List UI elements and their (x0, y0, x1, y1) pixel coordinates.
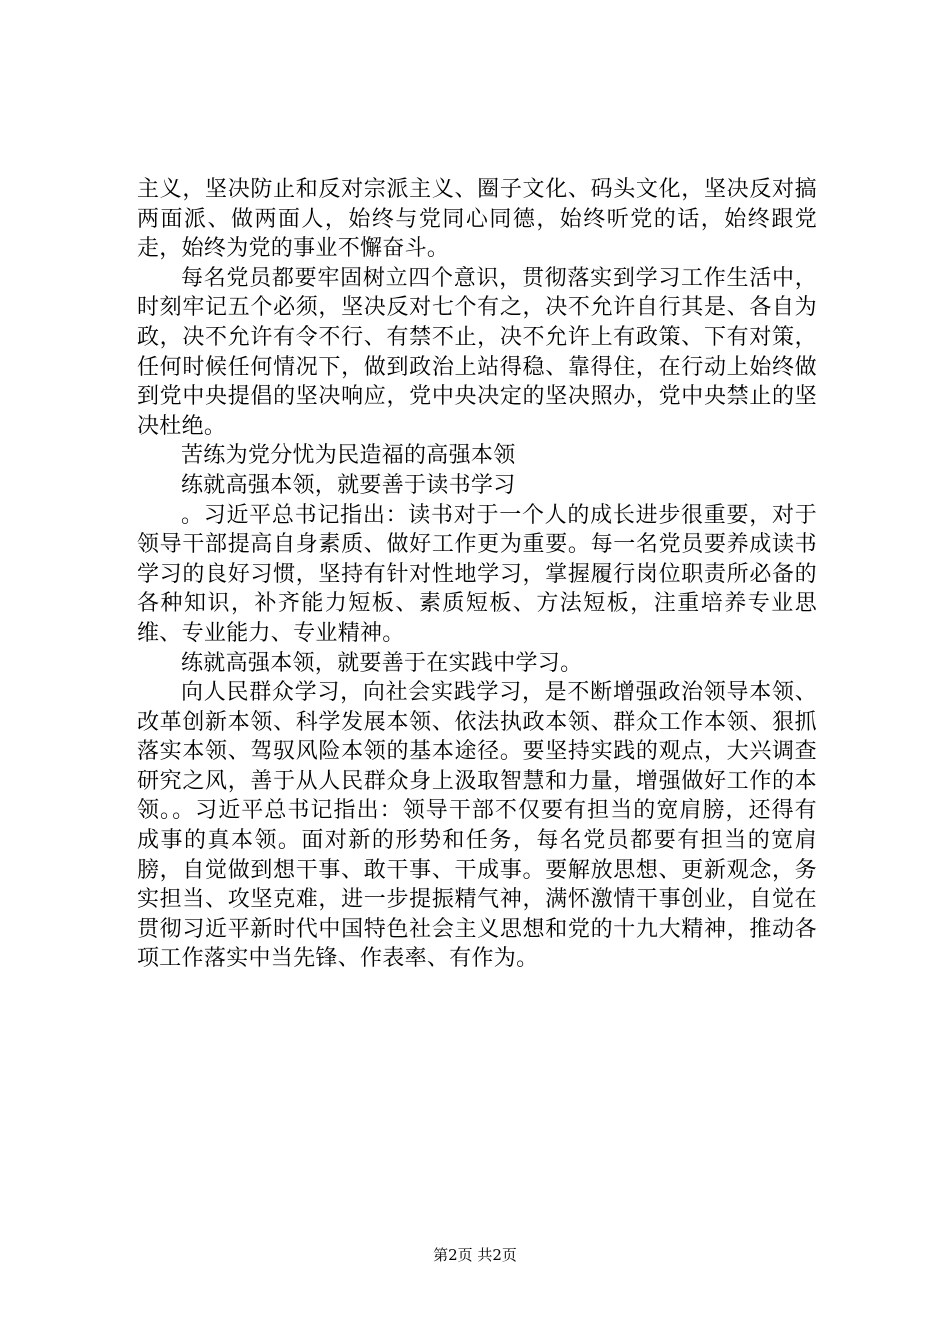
paragraph-4: 向人民群众学习，向社会实践学习，是不断增强政治领导本领、改革创新本领、科学发展本领、依法执政本领、群众工作本领、狠抓落实本领、驾驭风险本领的基本途径。要坚持实践的观点，大兴调查研究之风，善于从人民群众身上汲取智慧和力量，增强做好工作的本领。。习近平总书记指出：领导干部不仅要有担当的宽肩膀，还得有成事的真本领。面对新的形势和任务，每名党员都要有担当的宽肩膀，自觉做到想干事、敢干事、干成事。要解放思想、更新观念，务实担当、攻坚克难，进一步提振精气神，满怀激情干事创业，自觉在贯彻习近平新时代中国特色社会主义思想和党的十九大精神，推动各项工作落实中当先锋、作表率、有作为。 (137, 680, 817, 972)
paragraph-1: 主义，坚决防止和反对宗派主义、圈子文化、码头文化，坚决反对搞两面派、做两面人，始终与党同心同德，始终听党的话，始终跟党走，始终为党的事业不懈奋斗。 (137, 177, 817, 262)
section-heading-2: 练就高强本领，就要善于读书学习 (181, 472, 516, 498)
paragraph-3: 。习近平总书记指出：读书对于一个人的成长进步很重要，对于领导干部提高自身素质、做好工作更为重要。每一名党员要养成读书学习的良好习惯，坚持有针对性地学习，掌握履行岗位职责所必备的各种知识，补齐能力短板、素质短板、方法短板，注重培养专业思维、专业能力、专业精神。 (137, 502, 817, 646)
paragraph-2: 每名党员都要牢固树立四个意识，贯彻落实到学习工作生活中，时刻牢记五个必须，坚决反对七个有之，决不允许自行其是、各自为政，决不允许有令不行、有禁不止，决不允许上有政策、下有对策，任何时候任何情况下，做到政治上站得稳、靠得住，在行动上始终做到党中央提倡的坚决响应，党中央决定的坚决照办，党中央禁止的坚决杜绝。 (137, 265, 817, 439)
document-body (137, 175, 817, 974)
page-number-label: 第2页 共2页 (433, 1246, 517, 1264)
page-footer (0, 1244, 950, 1265)
section-heading-1: 苦练为党分忧为民造福的高强本领 (181, 443, 516, 469)
section-heading-3: 练就高强本领，就要善于在实践中学习。 (181, 650, 583, 676)
